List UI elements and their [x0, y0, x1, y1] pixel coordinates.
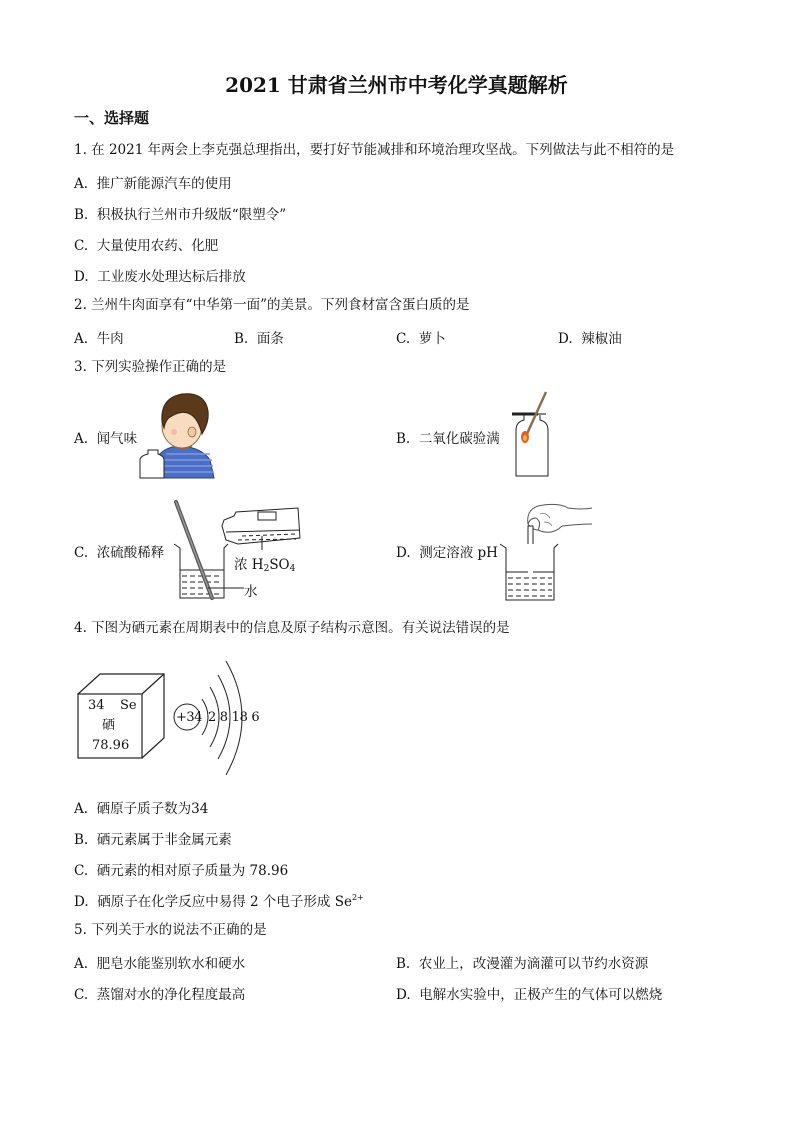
option-label: B.: [74, 832, 89, 848]
option-text: 农业上，改漫灌为滴灌可以节约水资源: [418, 956, 649, 972]
option-a[interactable]: [74, 427, 137, 447]
element-symbol: Se: [120, 698, 137, 713]
option-b[interactable]: [396, 952, 648, 972]
option-d[interactable]: [74, 890, 364, 910]
option-label: C.: [74, 238, 89, 254]
option-text: 电解水实验中，正极产生的气体可以燃烧: [419, 987, 663, 1003]
electron-shells: 2 8 18 6: [208, 710, 260, 725]
option-c[interactable]: [74, 234, 218, 254]
option-text: 肥皂水能鉴别软水和硬水: [96, 956, 246, 972]
option-b[interactable]: [74, 203, 286, 223]
charge-superscript: 2+: [351, 893, 364, 902]
question-stem: 5. 下列关于水的说法不正确的是: [74, 922, 267, 938]
option-text: 测定溶液 pH: [419, 545, 498, 561]
section-heading: 一、选择题: [74, 109, 150, 127]
option-d[interactable]: [396, 541, 498, 561]
option-text: 萝卜: [418, 331, 446, 347]
option-label: C.: [74, 545, 89, 561]
option-label: C.: [396, 331, 411, 347]
dilute-acid-figure: [172, 498, 302, 602]
option-a[interactable]: [74, 327, 124, 347]
option-text: 硒原子质子数为34: [96, 801, 209, 817]
option-c[interactable]: [74, 859, 288, 879]
option-c[interactable]: [74, 541, 164, 561]
option-text: 牛肉: [96, 331, 124, 347]
option-label: B.: [74, 207, 89, 223]
option-label: A.: [74, 956, 89, 972]
acid-label: 浓 $H_2SO_4$: [234, 557, 296, 574]
question-stem: 2. 兰州牛肉面享有“中华第一面”的美景。下列食材富含蛋白质的是: [74, 297, 470, 313]
option-label: B.: [396, 431, 411, 447]
option-text: 浓硫酸稀释: [96, 545, 165, 561]
option-label: A.: [74, 801, 89, 817]
option-label: D.: [74, 894, 89, 910]
smelling-gas-figure: [136, 388, 216, 480]
option-d[interactable]: [74, 265, 246, 285]
option-text: 积极执行兰州市升级版“限塑令”: [96, 207, 287, 223]
option-a[interactable]: [74, 172, 232, 192]
question-stem: 1. 在 2021 年两会上李克强总理指出，要打好节能减排和环境治理攻坚战。下列做法与此不相符的是: [74, 142, 675, 158]
option-text: 硒元素属于非金属元素: [96, 832, 232, 848]
option-label: D.: [396, 987, 411, 1003]
option-text: 闻气味: [96, 431, 138, 447]
option-a[interactable]: [74, 797, 208, 817]
nucleus-charge: +34: [176, 710, 202, 725]
option-text: 大量使用农药、化肥: [96, 238, 219, 254]
option-text: 硒元素的相对原子质量为 78.96: [96, 863, 289, 879]
water-label: 水: [244, 584, 258, 600]
option-d[interactable]: [396, 983, 662, 1003]
option-c[interactable]: [74, 983, 245, 1003]
option-b[interactable]: [234, 327, 284, 347]
option-label: D.: [558, 331, 573, 347]
option-label: B.: [396, 956, 411, 972]
option-text: 推广新能源汽车的使用: [96, 176, 232, 192]
option-a[interactable]: [74, 952, 245, 972]
option-text: 面条: [256, 331, 284, 347]
option-text: 二氧化碳验满: [418, 431, 500, 447]
co2-test-figure: [506, 388, 556, 480]
option-c[interactable]: [396, 327, 446, 347]
option-label: A.: [74, 176, 89, 192]
page-title: 2021 甘肃省兰州市中考化学真题解析: [225, 73, 568, 97]
element-name: 硒: [102, 718, 116, 733]
option-text: 硒原子在化学反应中易得 2 个电子形成 Se: [97, 894, 352, 910]
question-stem: 4. 下图为硒元素在周期表中的信息及原子结构示意图。有关说法错误的是: [74, 620, 510, 636]
option-text: 蒸馏对水的净化程度最高: [96, 987, 246, 1003]
element-atomic-number: 34: [88, 698, 105, 713]
option-d[interactable]: [558, 327, 622, 347]
question-stem: 3. 下列实验操作正确的是: [74, 359, 227, 375]
option-label: B.: [234, 331, 249, 347]
option-b[interactable]: [396, 427, 500, 447]
element-atomic-mass: 78.96: [92, 738, 130, 753]
option-text: 辣椒油: [581, 331, 622, 347]
option-label: D.: [74, 269, 89, 285]
option-label: D.: [396, 545, 411, 561]
option-label: C.: [74, 987, 89, 1003]
ph-test-figure: [498, 500, 598, 602]
option-text: 工业废水处理达标后排放: [97, 269, 246, 285]
option-b[interactable]: [74, 828, 232, 848]
option-label: A.: [74, 431, 89, 447]
option-label: C.: [74, 863, 89, 879]
option-label: A.: [74, 331, 89, 347]
